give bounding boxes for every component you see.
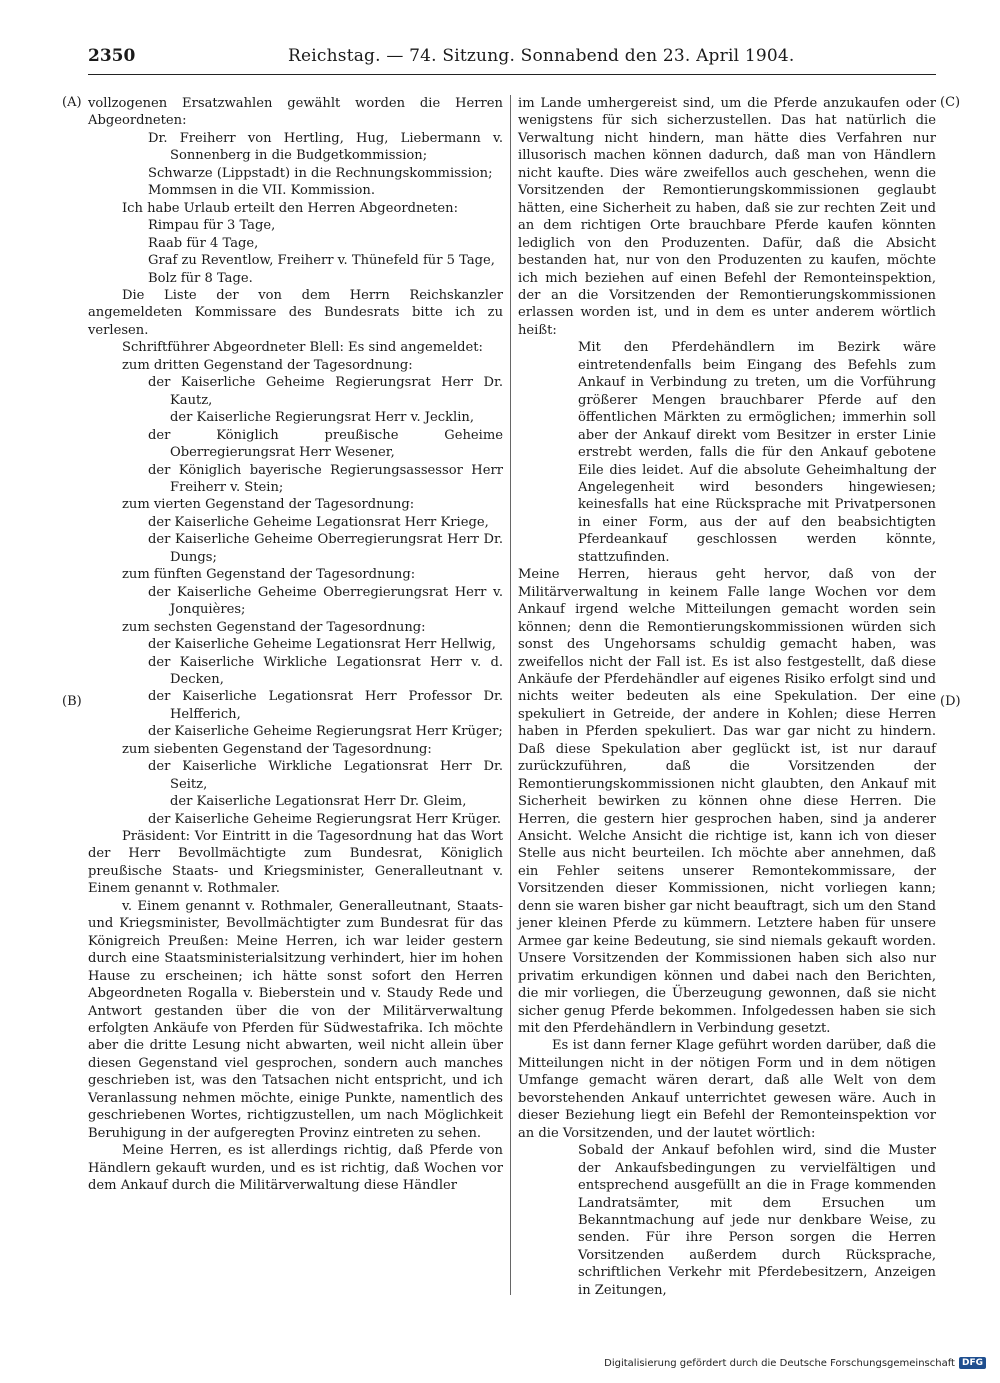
margin-marker-b: (B) [62, 694, 82, 709]
footer-text: Digitalisierung gefördert durch die Deutsche Forschungsgemeinschaft [604, 1357, 955, 1369]
paragraph: der Kaiserliche Regierungsrat Herr v. Jecklin, [170, 410, 475, 426]
page-header [88, 46, 936, 72]
speech-paragraph: Meine Herren, hieraus geht hervor, daß von der Militärverwaltung in keinem Falle lange Wochen vor dem Ankauf irgend welche Mitteilungen gemacht worden sein können; denn die Remontierungskommissionen würden sich sonst des Ungehorsams schuldig gemacht haben, was zweifellos nicht der Fall ist. Es ist also festgestellt, daß diese Ankäufe der Pferdehändler auf eigenes Risiko erfolgt sind und nichts weiter bedeuten als eine Spekulation. Der eine spekuliert in Getreide, der andere in Kohlen; diese Herren haben in Pferden spekuliert. Das war gar nicht zu hindern. Daß diese Spekulation aber geglückt ist, ist nur darauf zurückzuführen, daß die Vorsitzenden der Remontierungskommissionen nicht glaubten, den Ankauf mit Sicherheit bewirken zu können ohne diese Herren. Die Herren, die gestern hier gesprochen haben, sind ja anderer Ansicht. Welche Ansicht die richtige ist, kann ich von dieser Stelle aus nicht beurteilen. Ich möchte aber annehmen, daß ein Fehler seitens unserer Remontekommissare, der Vorsitzenden dieser Kommissionen, nicht vorliegen kann; denn sie waren bisher gar nicht beauftragt, sich um den Stand jener kleinen Pferde zu kümmern. Letztere haben für unsere Armee gar keine Bedeutung, sie sind niemals gekauft worden. Unsere Vorsitzenden der Kommissionen haben sich also nur privatim erkundigen können und dabei nach den Berichten, die mir vorliegen, die Überzeugung gewonnen, daß sie nicht sicher genug Pferde bekommen. Infolgedessen haben sie sich mit den Pferdehändlern in Verbindung gesetzt. [518, 567, 936, 1037]
paragraph: der Kaiserliche Geheime Regierungsrat Herr Krüger; [148, 724, 503, 740]
header-rule [88, 74, 936, 75]
agenda-heading: zum sechsten Gegenstand der Tagesordnung: [122, 619, 426, 635]
agenda-heading: zum siebenten Gegenstand der Tagesordnung: [122, 741, 432, 757]
speech-paragraph: im Lande umhergereist sind, um die Pferde anzukaufen oder wenigstens für sich sicherzustellen. Das hat natürlich die Verwaltung nicht hindern, man hätte dies Verfahren nur illusorisch machen können dadurch, daß man von Händlern nicht kaufte. Dies wäre zweifellos auch geschehen, wenn die Vorsitzenden der Remontierungskommissionen geglaubt hätten, eine Sicherheit zu haben, daß sie zur rechten Zeit und an dem richtigen Orte brauchbare Pferde kaufen könnten lediglich von den Produzenten. Dafür, daß die Absicht bestanden hat, nur von den Produzenten zu kaufen, möchte ich mich beziehen auf einen Befehl der Remonteinspektion, der an die Vorsitzenden der Remontierungskommissionen erlassen worden ist, und in dem es unter anderem wörtlich heißt: [518, 96, 936, 338]
page-number: 2350 [88, 46, 136, 66]
paragraph: der Königlich bayerische Regierungsassessor Herr Freiherr v. Stein; [148, 462, 503, 495]
right-column [518, 95, 936, 1299]
paragraph: der Kaiserliche Geheime Oberregierungsrat Herr v. Jonquières; [148, 584, 503, 618]
paragraph: Bolz für 8 Tage. [148, 270, 253, 286]
speech-paragraph: Präsident: Vor Eintritt in die Tagesordnung hat das Wort der Herr Bevollmächtigte zum Bundesrat, Königlich preußische Staats- und Kriegsminister, Generalleutnant v. Einem genannt v. Rothmaler. [88, 829, 503, 897]
paragraph: Mommsen in die VII. Kommission. [148, 183, 376, 199]
running-title: Reichstag. — 74. Sitzung. Sonnabend den 23. April 1904. [288, 46, 795, 66]
paragraph: der Kaiserliche Legationsrat Herr Dr. Gleim, [170, 794, 467, 810]
paragraph: der Kaiserliche Wirkliche Legationsrat Herr Dr. Seitz, [148, 759, 503, 792]
dfg-logo-icon: DFG [959, 1357, 986, 1369]
paragraph: Ich habe Urlaub erteilt den Herren Abgeordneten: [122, 200, 459, 216]
agenda-heading: zum fünften Gegenstand der Tagesordnung: [122, 567, 416, 583]
paragraph: Dr. Freiherr von Hertling, Hug, Liebermann v. Sonnenberg in die Budgetkommission; [148, 130, 503, 164]
quoted-order: Mit den Pferdehändlern im Bezirk wäre eintretendenfalls beim Eingang des Befehls zum Ankauf in Verbindung zu treten, um die Vorführung größerer Mengen brauchbarer Pferde auf den öffentlichen Märkten zu ermöglichen; immerhin soll aber der Ankauf direkt vom Besitzer in erster Linie erstrebt werden, falls die für den Ankauf gebotene Eile dies leidet. Auf die absolute Geheimhaltung der Angelegenheit wird besonders hingewiesen; keinesfalls hat eine Rücksprache mit Privatpersonen in einer Form, aus der auf den beabsichtigten Pferdeankauf geschlossen werden könnte, stattzufinden. [578, 340, 936, 565]
paragraph: der Kaiserliche Geheime Legationsrat Herr Hellwig, [148, 637, 496, 653]
paragraph: vollzogenen Ersatzwahlen gewählt worden die Herren Abgeordneten: [88, 96, 503, 129]
paragraph: der Kaiserliche Geheime Regierungsrat Herr Dr. Kautz, [148, 375, 503, 408]
paragraph: der Kaiserliche Wirkliche Legationsrat Herr v. d. Decken, [148, 654, 503, 687]
paragraph: Raab für 4 Tage, [148, 235, 259, 251]
paragraph: der Kaiserliche Geheime Oberregierungsrat Herr Dr. Dungs; [148, 532, 503, 565]
paragraph: der Kaiserliche Legationsrat Herr Professor Dr. Helfferich, [148, 689, 503, 722]
paragraph: Die Liste der von dem Herrn Reichskanzler angemeldeten Kommissare des Bundesrats bitte ich zu verlesen. [88, 287, 503, 338]
left-column [88, 95, 503, 1195]
paragraph: Rimpau für 3 Tage, [148, 218, 276, 234]
speech-paragraph: Meine Herren, es ist allerdings richtig, daß Pferde von Händlern gekauft wurden, und es ist richtig, daß Wochen vor dem Ankauf durch die Militärverwaltung diese Händler [88, 1143, 503, 1194]
paragraph: Schriftführer Abgeordneter Blell: Es sind angemeldet: [122, 340, 483, 356]
column-divider [510, 95, 511, 1295]
paragraph: der Kaiserliche Geheime Legationsrat Herr Kriege, [148, 514, 489, 530]
agenda-heading: zum dritten Gegenstand der Tagesordnung: [122, 357, 413, 373]
quoted-order: Sobald der Ankauf befohlen wird, sind die Muster der Ankaufsbedingungen zu vervielfältigen und entsprechend ausgefüllt an die in Frage kommenden Landratsämter, mit dem Ersuchen um Bekanntmachung auf jede nur denkbare Weise, zu senden. Für ihre Person sorgen die Herren Vorsitzenden außerdem durch Rücksprache, schriftlichen Verkehr mit Pferdebesitzern, Anzeigen in Zeitungen, [578, 1143, 936, 1298]
paragraph: Schwarze (Lippstadt) in die Rechnungskommission; [148, 165, 493, 181]
margin-marker-d: (D) [940, 694, 961, 709]
speech-paragraph: Es ist dann ferner Klage geführt worden darüber, daß die Mitteilungen nicht in der nötigen Form und in dem nötigen Umfange gemacht wären derart, daß alle Welt von dem bevorstehenden Ankauf unterrichtet gewesen wäre. Auch in dieser Beziehung liegt ein Befehl der Remonteinspektion vor an die Vorsitzenden, und der lautet wörtlich: [518, 1038, 936, 1141]
margin-marker-c: (C) [940, 95, 961, 110]
speech-paragraph: v. Einem genannt v. Rothmaler, Generalleutnant, Staats- und Kriegsminister, Bevollmächtigter zum Bundesrat für das Königreich Preußen: Meine Herren, ich war leider gestern durch eine Staatsministerialsitzung verhindert, hier im hohen Hause zu erscheinen; ich hätte sonst sofort den Herren Abgeordneten Rogalla v. Bieberstein und v. Staudy Rede und Antwort gestanden über die von der Militärverwaltung erfolgten Ankäufe von Pferden für Südwestafrika. Ich möchte aber die dritte Lesung nicht abwarten, weil nicht allein über diesen Gegenstand viel gesprochen, sondern auch manches geschrieben ist, was den Tatsachen nicht entspricht, und ich Veranlassung nehmen möchte, einige Punkte, namentlich des geschriebenen Wortes, richtigzustellen, um nach Möglichkeit Beruhigung in der aufgeregten Provinz eintreten zu sehen. [88, 898, 503, 1141]
paragraph: der Kaiserliche Geheime Regierungsrat Herr Krüger. [148, 811, 502, 827]
agenda-heading: zum vierten Gegenstand der Tagesordnung: [122, 497, 415, 513]
footer-credit [604, 1357, 986, 1369]
margin-marker-a: (A) [62, 95, 82, 110]
paragraph: Graf zu Reventlow, Freiherr v. Thünefeld für 5 Tage, [148, 253, 495, 269]
paragraph: der Königlich preußische Geheime Oberregierungsrat Herr Wesener, [148, 427, 503, 461]
